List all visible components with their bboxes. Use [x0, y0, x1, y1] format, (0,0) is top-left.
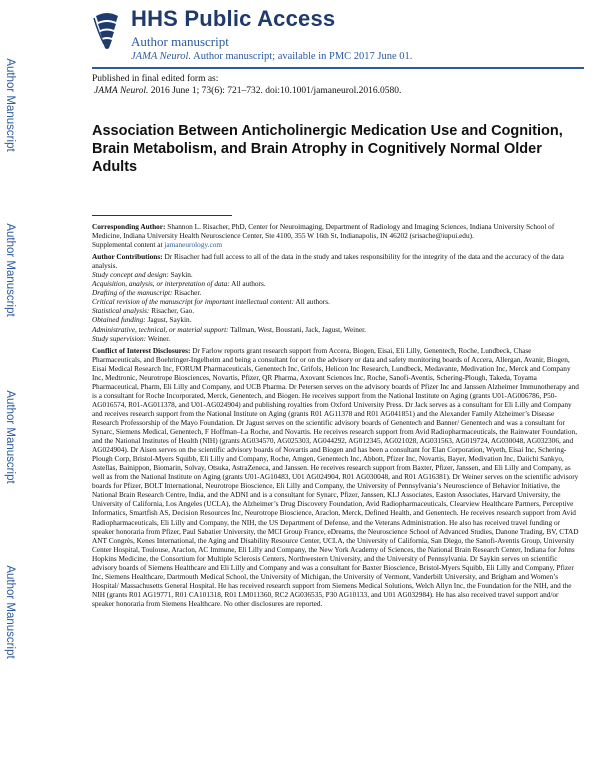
contrib-item	[92, 325, 582, 334]
conflict-of-interest	[92, 346, 582, 608]
contrib-item-text: Weiner.	[146, 333, 171, 343]
footnotes	[92, 222, 582, 608]
published-label: Published in final edited form as:	[92, 74, 219, 84]
footnote-divider	[92, 215, 232, 216]
corr-label: Corresponding Author:	[92, 222, 166, 231]
publication-info	[92, 73, 401, 97]
journal-availability	[131, 51, 412, 62]
contrib-item	[92, 334, 582, 343]
sidebar-label: Author Manuscript	[4, 390, 16, 484]
contrib-item-label: Administrative, technical, or material support:	[92, 324, 229, 334]
contrib-item-label: Study supervision:	[92, 333, 147, 343]
coi-label: Conflict of Interest Disclosures:	[92, 345, 191, 355]
contrib-label: Author Contributions:	[92, 252, 163, 262]
contrib-item	[92, 288, 582, 297]
contrib-item-text: All authors.	[229, 279, 266, 289]
author-contributions	[92, 252, 582, 270]
contrib-item-text: Risacher.	[172, 288, 202, 298]
article-title: Association Between Anticholinergic Medication Use and Cognition, Brain Metabolism, and Brain Atrophy in Cognitively Normal Older Adults	[92, 123, 563, 175]
manuscript-label: Author manuscript	[131, 34, 229, 49]
corresponding-author	[92, 222, 582, 240]
supp-link[interactable]: jamaneurology.com	[164, 240, 223, 250]
contrib-item-text: Jagust, Saykin.	[145, 315, 192, 325]
contrib-item	[92, 306, 582, 315]
contrib-item-text: Saykin.	[168, 270, 193, 280]
contrib-item	[92, 297, 582, 306]
citation-journal: JAMA Neurol.	[94, 86, 149, 96]
contrib-item	[92, 279, 582, 288]
contrib-item-text: Risacher, Gao.	[149, 306, 195, 316]
sidebar	[0, 0, 20, 776]
availability-text: Author manuscript; available in PMC 2017 June 01.	[191, 51, 413, 62]
contrib-item-label: Statistical analysis:	[92, 306, 150, 316]
contrib-item-label: Study concept and design:	[92, 270, 169, 280]
hhs-title: HHS Public Access	[131, 6, 336, 31]
citation	[92, 85, 401, 97]
contrib-item-label: Drafting of the manuscript:	[92, 288, 173, 298]
supp-text: Supplemental content at	[92, 240, 165, 250]
sidebar-label: Author Manuscript	[4, 565, 16, 659]
contrib-item-label: Acquisition, analysis, or interpretation of data:	[92, 279, 230, 289]
sidebar-label: Author Manuscript	[4, 223, 16, 317]
supplemental-content	[92, 240, 582, 249]
contrib-item	[92, 270, 582, 279]
contrib-item-text: Tallman, West, Boustani, Jack, Jagust, Weiner.	[228, 324, 366, 334]
contrib-text: Dr Risacher had full access to all of the data in the study and takes responsibility for the integrity of the data and the accuracy of the data analysis.	[92, 252, 564, 271]
journal-name: JAMA Neurol.	[131, 51, 192, 62]
sidebar-label: Author Manuscript	[4, 58, 16, 152]
contrib-item	[92, 315, 582, 324]
contrib-item-text: All authors.	[294, 297, 330, 307]
hhs-eagle-icon	[92, 8, 122, 54]
citation-details: 2016 June 1; 73(6): 721–732. doi:10.1001/jamaneurol.2016.0580.	[148, 86, 402, 96]
coi-text: Dr Farlow reports grant research support from Accera, Biogen, Eisai, Eli Lilly, Genentech, Roche, Lundbeck, Chase Pharmaceuticals, and Boehringer-Ingelheim and being a consultant for or on the advisory or data and safety monitoring boards of Accera, Allergan, Avanir, Biogen, Eisai Medical Research Inc, FORUM Pharmaceuticals, Genentech Inc, Grifols, Helicon Inc Research, Lundbeck, Medavante, Medivation Inc, Merck and Company Inc, Medtronic, Neurotrope Biosciences, Novartis, Pfizer, QR Pharma, Axovant Sciences Inc, Roche, Sanofi-Aventis, Schering-Plough, Takeda, Toyama Pharmaceutical, Pharm, Eli Lilly and Company, and UCB Pharma. Dr Petersen serves on the advisory boards of Pfizer Inc and Janssen Alzheimer Immunotherapy and is a consultant for Roche Incorporated, Merck, Genentech, and Biogen. He receives support from the National Institute on Aging (grants U01-AG006786, P50-AG016574, R01-AG011378, and U01-AG024904) and publishing royalties from Oxford University Press. Dr Jack serves as a consultant for Eli Lilly and Company and receives research support from the National Institute on Aging (grants R01 AG11378 and R01 AG041851) and the Alexander Family Alzheimer’s Disease Research Professorship of the Mayo Foundation. Dr Jagust serves on the scientific advisory boards of Genentech and Banner/ Genentech and was a consultant for Synarc, Siemens Medical, Genentech, F Hoffman–La Roche, and Novartis. He receives research support from Avid Radiopharmaceuticals, the Rainwater Foundation, and the National Institutes of Health (NIH) (grants AG034570, AG025303, AG044292, AG012345, AG021028, AG031563, AG019724, AG030048, AG032306, and AG024904). Dr Aisen serves on the scientific advisory boards of Novartis and Biogen and has been a consultant for Elan Corporation, Wyeth, Eisai Inc, Schering-Plough Corp, Bristol-Myers Squibb, Eli Lilly and Company, Roche, Amgen, Genentech Inc, Abbott, Pfizer Inc, Novartis, Bayer, Medivation Inc, Daiichi Sankyo, Astellas, Bainippon, Biomarin, Solvay, Otsuka, AstraZeneca, and Janssen. He receives research support from Baxter, Pfizer, Janssen, and Eli Lilly and Company, as well as from the National Institute on Aging (grants U01-AG10483, U01 AG024904, R01 AG030048, and R01 AG16381). Dr Weiner serves on the scientific advisory boards for Pfizer, BOLT International, Neurotrope Bioscience, Eli Lilly and Company, the University of Pennsylvania’s Neuroscience of Behavior Initiative, the National Brain Research Centre, India, and the ADNI and is a consultant for Synarc, Pfizer, Janssen, KLJ Associates, Easton Associates, Harvard University, the University of California, Los Angeles (UCLA), the Alzheimer’s Drug Discovery Foundation, Avid Radiopharmaceuticals, Clearview Healthcare Partners, Perceptive Informatics, Smartfish AS, Decision Resources Inc, Neurotrope Bioscience, Araclon, Merck, Defined Health, and Genentech. He receives research support from Avid Radiopharmaceuticals, Eli Lilly and Company, the NIH, the US Department of Defense, and the Veterans Administration. He also has received travel funding or speaker honoraria from Pfizer, Paul Sabatier University, the MCI Group France, eDreams, the Neuroscience School of Advanced Studies, Danone Trading, BV, CTAD ANT Congrès, Kenes International, the Aging and Disability Resource Center, UCLA, the University of California, San Diego, the Sanofi-Aventis Group, University Center Hospital, Toulouse, Araclon, AC Immune, Eli Lilly and Company, the New York Academy of Sciences, the National Brain Research Center, Indiana for Johns Hopkins Medicine, the Consortium for Multiple Sclerosis Centers, Northwestern University, and the University of Pennsylvania. Dr Saykin serves on scientific advisory boards of Siemens Healthcare and Eli Lilly and Company and was a consultant for Baxter Bioscience, Bristol-Myers Squibb, Eli Lilly and Company, Pfizer Inc, Siemens Healthcare, Dartmouth Medical School, the University of Michigan, the University of Vermont, Vanderbilt University, and Brigham and Women’s Hospital/ Massachusetts General Hospital. He has received research support from Siemens Medical Solutions, Welch Allyn Inc, the Foundation for the NIH, and the NIH (grants R01 AG19771, R01 CA101318, R01 LM011360, RC2 AG036535, P30 AG10133, and U01 AG032984). He has also received travel support and/or speaker honoraria from Siemens Healthcare. No other disclosures are reported.	[92, 345, 579, 608]
contrib-item-label: Obtained funding:	[92, 315, 146, 325]
contrib-item-label: Critical revision of the manuscript for important intellectual content:	[92, 297, 294, 307]
header-divider	[92, 67, 584, 69]
corr-text: Shannon L. Risacher, PhD, Center for Neuroimaging, Department of Radiology and Imaging Sciences, Indiana University School of Medicine, Indiana University Health Neuroscience Center, Ste 4100, 355 W 16th St, Indianapolis, IN 46202 (srisache@iupui.edu).	[92, 222, 555, 241]
